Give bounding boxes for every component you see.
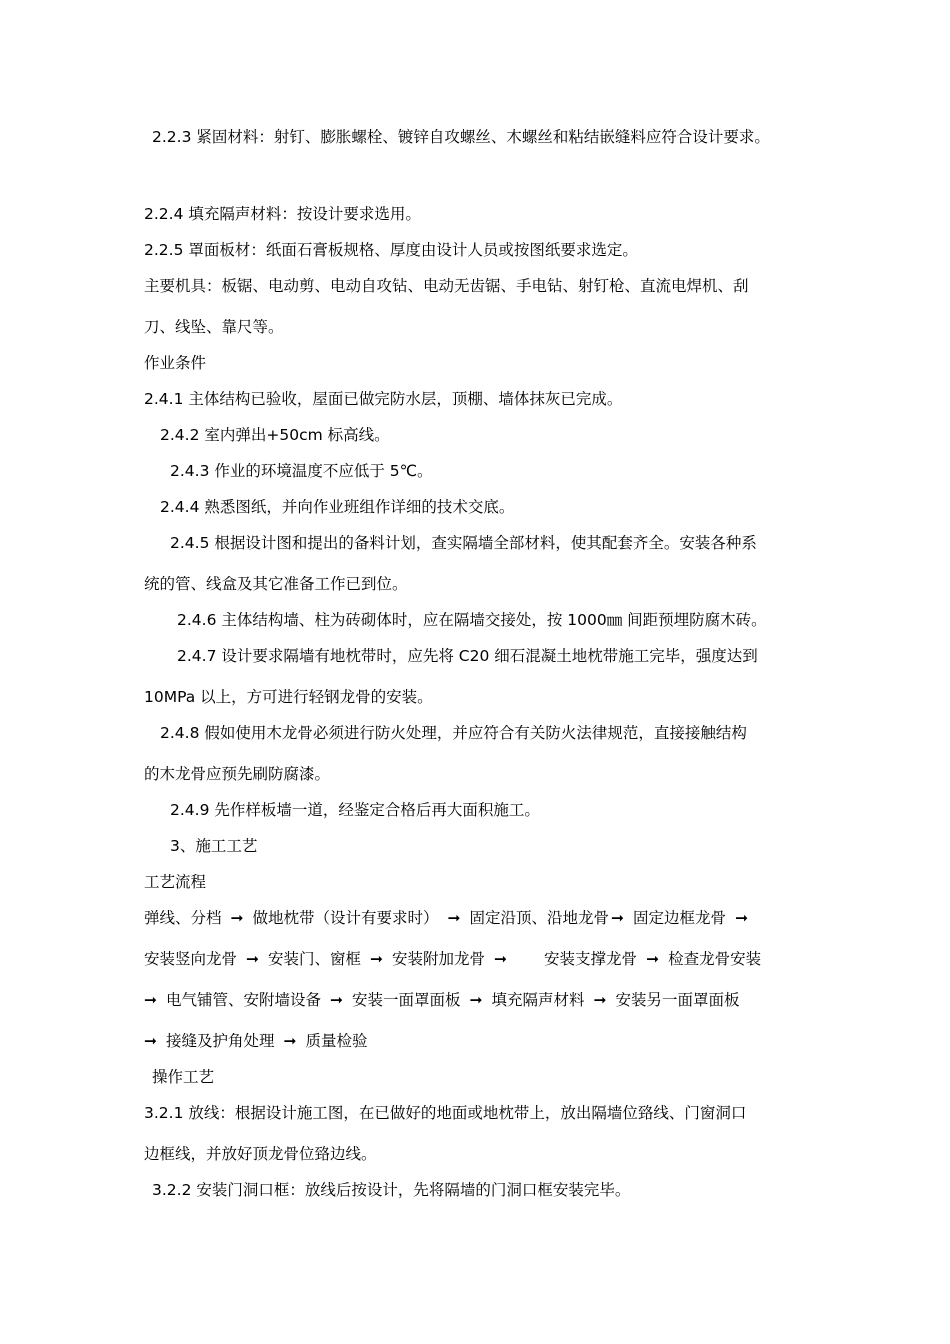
tools-line-1: 主要机具：板锯、电动剪、电动自攻钻、电动无齿锯、手电钻、射钉枪、直流电焊机、刮 xyxy=(144,277,749,295)
flow-row-2 xyxy=(144,949,761,969)
arrow-icon: ➞ xyxy=(283,1032,297,1050)
clause-2-4-4: 2.4.4 熟悉图纸，并向作业班组作详细的技术交底。 xyxy=(160,498,515,516)
clause-2-4-7-a: 2.4.7 设计要求隔墙有地枕带时，应先将 C20 细石混凝土地枕带施工完毕，强度达到 xyxy=(177,647,758,665)
arrow-icon: ➞ xyxy=(370,950,384,968)
arrow-icon: ➞ xyxy=(611,909,625,927)
flow-step: 做地枕带（设计有要求时） xyxy=(252,909,439,927)
arrow-icon: ➞ xyxy=(593,991,607,1009)
flow-step: 电气铺管、安附墙设备 xyxy=(166,991,322,1009)
clause-2-4-5-a: 2.4.5 根据设计图和提出的备料计划，查实隔墙全部材料，使其配套齐全。安装各种系 xyxy=(170,534,757,552)
section-3-heading: 3、施工工艺 xyxy=(170,837,258,855)
clause-2-2-5: 2.2.5 罩面板材：纸面石膏板规格、厚度由设计人员或按图纸要求选定。 xyxy=(144,241,638,259)
clause-2-2-3: 2.2.3 紧固材料：射钉、膨胀螺栓、镀锌自攻螺丝、木螺丝和粘结嵌缝料应符合设计要求。 xyxy=(152,128,770,146)
clause-3-2-2: 3.2.2 安装门洞口框：放线后按设计，先将隔墙的门洞口框安装完毕。 xyxy=(152,1181,631,1199)
arrow-icon: ➞ xyxy=(646,950,660,968)
flow-step: 检查龙骨安装 xyxy=(668,950,762,968)
clause-2-4-3: 2.4.3 作业的环境温度不应低于 5℃。 xyxy=(170,462,433,480)
flow-step: 填充隔声材料 xyxy=(491,991,585,1009)
clause-2-4-7-b: 10MPa 以上，方可进行轻钢龙骨的安装。 xyxy=(144,688,433,706)
flow-step: 接缝及护角处理 xyxy=(166,1032,275,1050)
arrow-icon: ➞ xyxy=(330,991,344,1009)
clause-2-4-6: 2.4.6 主体结构墙、柱为砖砌体时，应在隔墙交接处，按 1000㎜ 间距预埋防腐木砖。 xyxy=(177,611,767,629)
arrow-icon: ➞ xyxy=(469,991,483,1009)
arrow-icon: ➞ xyxy=(735,909,749,927)
flow-step: 固定边框龙骨 xyxy=(633,909,727,927)
flow-step: 安装一面罩面板 xyxy=(352,991,461,1009)
arrow-icon: ➞ xyxy=(144,991,157,1009)
clause-2-4-8-a: 2.4.8 假如使用木龙骨必须进行防火处理，并应符合有关防火法律规范，直接接触结构 xyxy=(160,724,747,742)
arrow-icon: ➞ xyxy=(144,1032,157,1050)
arrow-icon: ➞ xyxy=(447,909,461,927)
flow-step: 固定沿顶、沿地龙骨 xyxy=(469,909,610,927)
flow-row-1 xyxy=(144,908,757,928)
arrow-icon: ➞ xyxy=(230,909,244,927)
arrow-icon: ➞ xyxy=(494,950,508,968)
flow-step: 安装另一面罩面板 xyxy=(615,991,740,1009)
tools-line-2: 刀、线坠、靠尺等。 xyxy=(144,318,284,336)
flow-step: 安装门、窗框 xyxy=(268,950,362,968)
clause-2-4-1: 2.4.1 主体结构已验收，屋面已做完防水层，顶棚、墙体抹灰已完成。 xyxy=(144,390,623,408)
clause-2-4-9: 2.4.9 先作样板墙一道，经鉴定合格后再大面积施工。 xyxy=(170,801,540,819)
clause-2-4-2: 2.4.2 室内弹出+50cm 标高线。 xyxy=(160,426,390,444)
flow-row-3 xyxy=(144,990,740,1010)
section-process-flow: 工艺流程 xyxy=(144,873,207,891)
flow-step: 安装竖向龙骨 xyxy=(144,950,238,968)
clause-2-4-5-b: 统的管、线盒及其它准备工作已到位。 xyxy=(144,575,408,593)
clause-3-2-1-b: 边框线，并放好顶龙骨位臵边线。 xyxy=(144,1145,377,1163)
flow-step: 安装附加龙骨 xyxy=(392,950,486,968)
flow-step: 安装支撑龙骨 xyxy=(544,950,638,968)
arrow-icon: ➞ xyxy=(246,950,260,968)
flow-step: 弹线、分档 xyxy=(144,909,222,927)
clause-2-4-8-b: 的木龙骨应预先刷防腐漆。 xyxy=(144,765,331,783)
clause-2-2-4: 2.2.4 填充隔声材料：按设计要求选用。 xyxy=(144,205,421,223)
flow-step: 质量检验 xyxy=(305,1032,368,1050)
flow-row-4 xyxy=(144,1031,368,1051)
section-work-conditions: 作业条件 xyxy=(144,354,207,372)
section-operation-process: 操作工艺 xyxy=(152,1068,215,1086)
clause-3-2-1-a: 3.2.1 放线：根据设计施工图，在已做好的地面或地枕带上，放出隔墙位臵线、门窗洞口 xyxy=(144,1104,747,1122)
